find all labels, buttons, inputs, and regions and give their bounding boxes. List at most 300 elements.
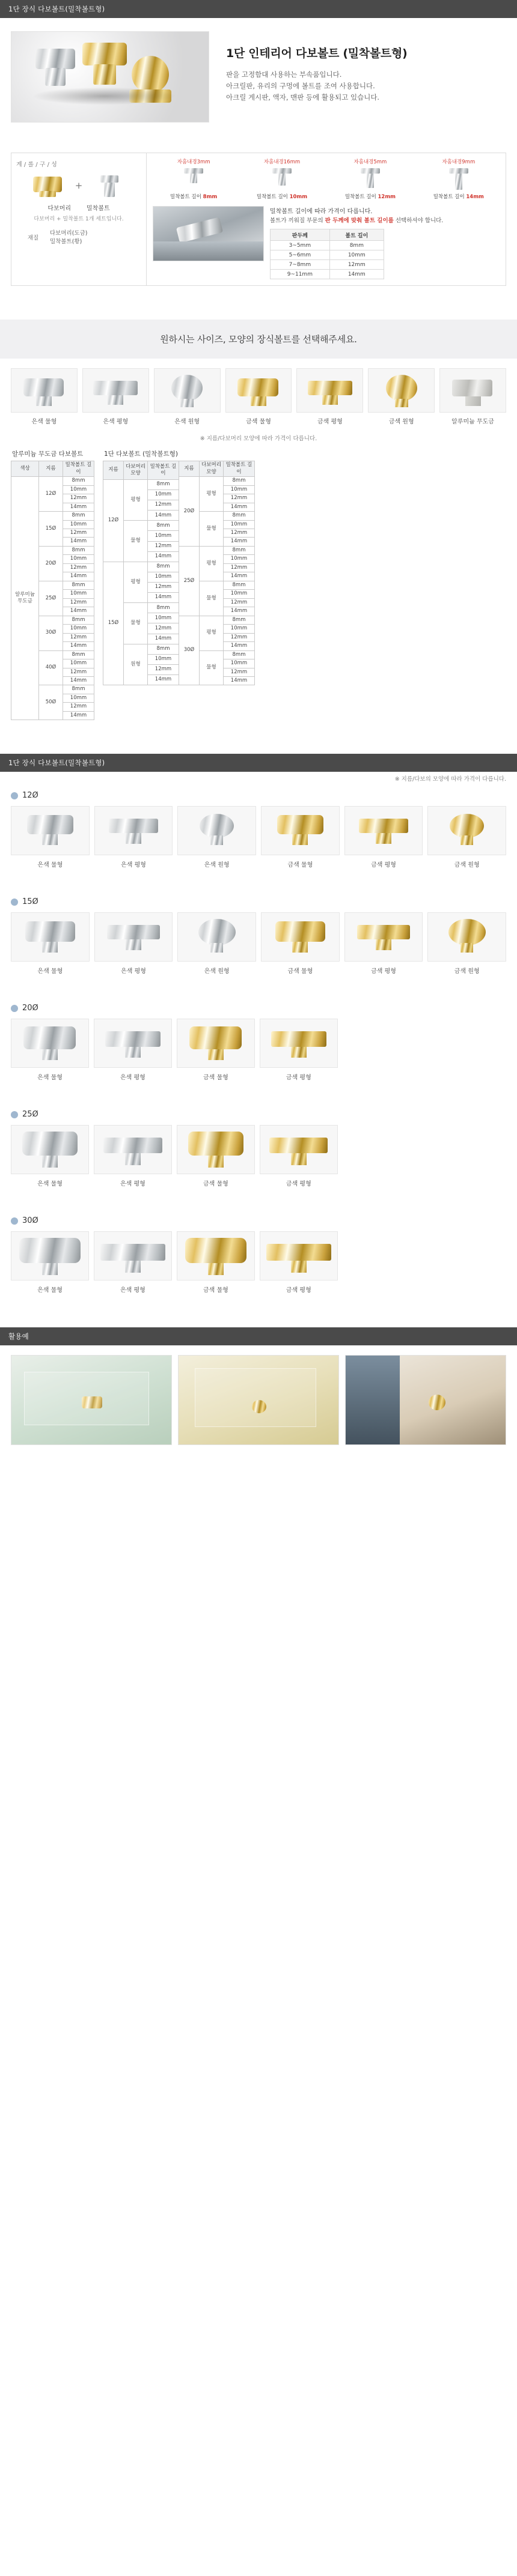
alu-len-cell: 12mm: [63, 598, 94, 607]
note-body-part1: 볼트가 끼워질 부문의: [270, 217, 325, 224]
alu-len-cell: 14mm: [63, 503, 94, 511]
bullet-icon: [11, 1005, 18, 1012]
table-row: [271, 270, 384, 279]
size-label: 30Ø: [22, 1216, 38, 1226]
alu-len-cell: 10mm: [63, 520, 94, 529]
size-note: ※ 지름/다보의 모양에 따라 가격이 다릅니다.: [394, 776, 506, 783]
product-label: 금색 평형: [371, 968, 396, 975]
product-image: [177, 912, 256, 962]
install-photo: [153, 206, 264, 261]
product-label: 은색 물형: [37, 862, 63, 869]
spec-screw-panel: [147, 153, 506, 285]
bullet-icon: [11, 1217, 18, 1225]
list-item[interactable]: [368, 368, 435, 425]
product-label: 금색 평형: [286, 1181, 311, 1188]
screw-length-text: [245, 193, 319, 200]
main-shape-cell: 물형: [124, 603, 148, 644]
product-image: [260, 1231, 338, 1280]
main-len-cell: 10mm: [148, 613, 179, 623]
product-label: 금색 물형: [203, 1287, 228, 1294]
list-item[interactable]: [11, 912, 90, 975]
main-table-wrap: [103, 447, 255, 685]
main-shape-cell: 평형: [124, 479, 148, 520]
main-len-cell: 14mm: [148, 551, 179, 562]
main-shape-cell: 원형: [124, 644, 148, 685]
list-item[interactable]: [177, 1019, 255, 1081]
product-label: 은색 원형: [174, 419, 200, 426]
table-row: [271, 250, 384, 260]
section-bar-mid: 1단 장식 다보볼트(밀착볼트형): [0, 754, 517, 772]
bullet-icon: [11, 899, 18, 906]
main2-th-1: 다보머리 모양: [200, 461, 224, 477]
alu-len-cell: 8mm: [63, 616, 94, 624]
alu-len-cell: 8mm: [63, 546, 94, 554]
product-label: 금색 물형: [287, 862, 313, 869]
list-item[interactable]: [11, 1019, 89, 1081]
main-len-cell: 14mm: [148, 675, 179, 685]
main-shape-cell: 평형: [200, 477, 224, 512]
spec-header-label: 계 / 롤 / 구 / 성: [16, 162, 57, 168]
product-label: 은색 물형: [37, 1181, 63, 1188]
alu-len-cell: 12mm: [63, 703, 94, 711]
list-item[interactable]: [154, 368, 221, 425]
product-image: [94, 912, 173, 962]
alu-color-label: 알루미늄 무도금: [15, 591, 35, 605]
bolt-length-cell: 8mm: [329, 241, 384, 250]
main-len-cell: 8mm: [148, 562, 179, 572]
part-set-note: 다보머리 + 밀착볼트 1개 세트입니다.: [34, 216, 124, 222]
section-bar-top: 1단 장식 다보볼트(밀착볼트형): [0, 0, 517, 18]
material-value-1: 다보머리(도금): [50, 230, 88, 237]
page-title: 1단 인테리어 다보볼트 (밀착볼트형): [226, 47, 408, 60]
main-len-cell: 14mm: [224, 538, 255, 546]
main-len-cell: 10mm: [224, 659, 255, 668]
product-label: 은색 평형: [120, 1287, 145, 1294]
product-image: [261, 806, 340, 855]
thickness-table: [270, 229, 384, 279]
main-len-cell: 8mm: [224, 650, 255, 659]
list-item[interactable]: [344, 912, 423, 975]
list-item[interactable]: [177, 806, 256, 868]
product-label: 은색 물형: [31, 419, 57, 426]
list-item[interactable]: [94, 1231, 172, 1294]
main-shape-cell: 평형: [124, 562, 148, 602]
main-len-cell: 8mm: [224, 512, 255, 520]
main-shape-cell: 물형: [200, 512, 224, 547]
product-label: 은색 원형: [204, 968, 230, 975]
alu-dia-cell: 12Ø: [39, 477, 63, 512]
screw-length-prefix: 밀착볼트 길이: [433, 194, 465, 200]
alu-len-cell: 8mm: [63, 685, 94, 694]
list-item[interactable]: [344, 806, 423, 868]
alu-len-cell: 8mm: [63, 581, 94, 589]
product-image: [11, 912, 90, 962]
install-note: [270, 206, 500, 279]
main-len-cell: 10mm: [224, 590, 255, 598]
alu-len-cell: 12mm: [63, 633, 94, 641]
table-row: [271, 260, 384, 270]
material-value-2: 밀착볼트(황): [50, 238, 82, 246]
main2-th-2: 밀착볼트 길이: [224, 461, 255, 477]
main-len-cell: 10mm: [148, 572, 179, 582]
main-len-cell: 8mm: [224, 616, 255, 624]
hero-line-3: 아크릴 게시판, 액자, 맨판 등에 활용되고 있습니다.: [226, 92, 380, 102]
main-shape-cell: 평형: [200, 616, 224, 650]
alu-len-cell: 10mm: [63, 555, 94, 563]
main-len-cell: 14mm: [224, 607, 255, 616]
alu-len-cell: 10mm: [63, 590, 94, 598]
alu-len-cell: 12mm: [63, 563, 94, 572]
main-len-cell: 12mm: [148, 583, 179, 593]
alu-dia-cell: 20Ø: [39, 546, 63, 581]
main-len-cell: 10mm: [148, 490, 179, 500]
product-label: 은색 물형: [37, 1287, 63, 1294]
alu-th-0: 색상: [11, 461, 39, 477]
main-len-cell: 12mm: [148, 623, 179, 634]
usage-photo-1: [11, 1355, 172, 1445]
main-th-1: 다보머리 모양: [124, 461, 148, 480]
main-len-cell: 12mm: [148, 541, 179, 551]
product-image: [177, 806, 256, 855]
screw-length-value: 12mm: [378, 194, 396, 200]
screw-length-prefix: 밀착볼트 길이: [256, 194, 288, 200]
thumbs-note: ※ 지름/다보머리 모양에 따라 가격이 다릅니다.: [200, 435, 317, 443]
alu-len-cell: 14mm: [63, 711, 94, 720]
main-len-cell: 10mm: [224, 625, 255, 633]
screw-item: [421, 158, 496, 200]
main-len-cell: 12mm: [224, 494, 255, 503]
alu-len-cell: 14mm: [63, 642, 94, 650]
product-label: 금색 물형: [246, 419, 271, 426]
alu-th-2: 밀착볼트 길이: [63, 461, 94, 477]
screw-length-value: 10mm: [289, 194, 308, 200]
bolt-length-cell: 12mm: [329, 260, 384, 270]
product-image: [439, 368, 506, 413]
list-item[interactable]: [11, 1231, 89, 1294]
product-label: 은색 평형: [121, 862, 146, 869]
screw-length-value: 14mm: [466, 194, 484, 200]
alu-table-wrap: [11, 447, 94, 720]
table-row: [179, 477, 255, 485]
product-image: [296, 368, 363, 413]
size-section-25: [0, 1102, 517, 1187]
alu-len-cell: 10mm: [63, 659, 94, 668]
alu-table-title: 알루미늄 무도금 다보볼트: [12, 450, 84, 458]
main-shape-cell: 물형: [200, 581, 224, 616]
thickness-cell: 3~5mm: [271, 241, 330, 250]
thickness-cell: 5~6mm: [271, 250, 330, 260]
main-shape-cell: 물형: [200, 650, 224, 685]
main-len-cell: 12mm: [224, 598, 255, 607]
bolt-length-cell: 14mm: [329, 270, 384, 279]
main-len-cell: 8mm: [148, 644, 179, 654]
list-item[interactable]: [260, 1019, 338, 1081]
product-image: [11, 1125, 89, 1174]
product-label: 금색 원형: [454, 968, 480, 975]
alu-len-cell: 12mm: [63, 529, 94, 538]
list-item[interactable]: [261, 912, 340, 975]
screw-image: [245, 167, 319, 191]
screw-caption: 자홈내경9mm: [442, 159, 476, 165]
list-item[interactable]: [427, 912, 506, 975]
alu-th-1: 지름: [39, 461, 63, 477]
main-shape-cell: 평형: [200, 546, 224, 581]
screw-length-text: [421, 193, 496, 200]
main-len-cell: 10mm: [148, 654, 179, 664]
product-label: 은색 평형: [121, 968, 146, 975]
main-len-cell: 14mm: [224, 572, 255, 581]
table-row: [103, 479, 179, 489]
table-row: [179, 616, 255, 624]
main-dia-cell: 25Ø: [179, 546, 200, 616]
list-item[interactable]: [11, 368, 78, 425]
hero-line-2: 아크릴판, 유리의 구멍에 볼트를 조여 사용합니다.: [226, 81, 375, 90]
product-image: [11, 368, 78, 413]
screw-length-text: [333, 193, 408, 200]
main-len-cell: 14mm: [224, 676, 255, 685]
main-len-cell: 8mm: [148, 479, 179, 489]
main-len-cell: 10mm: [224, 485, 255, 494]
list-item[interactable]: [261, 806, 340, 868]
product-image: [94, 806, 173, 855]
product-label: 은색 평형: [120, 1074, 145, 1082]
product-label: 금색 평형: [317, 419, 343, 426]
usage-photo-3: [345, 1355, 506, 1445]
size-section-15: [0, 889, 517, 975]
hero-section: [0, 18, 517, 129]
product-image: [261, 912, 340, 962]
product-image: [11, 1231, 89, 1280]
product-label: 금색 물형: [287, 968, 313, 975]
product-image: [177, 1019, 255, 1068]
list-item[interactable]: [94, 912, 173, 975]
product-label: 은색 평형: [103, 419, 129, 426]
product-image: [94, 1019, 172, 1068]
screw-length-prefix: 밀착볼트 길이: [344, 194, 376, 200]
bullet-icon: [11, 792, 18, 799]
finish-thumb-row: [0, 359, 517, 428]
product-label: 은색 물형: [37, 968, 63, 975]
thickness-header-0: 판두께: [271, 229, 330, 241]
note-body: [270, 217, 500, 225]
main-len-cell: 12mm: [224, 633, 255, 641]
table-row: [179, 546, 255, 554]
bolt-length-cell: 10mm: [329, 250, 384, 260]
size-section-12: [0, 783, 517, 868]
thickness-cell: 9~11mm: [271, 270, 330, 279]
main-dia-cell: 20Ø: [179, 477, 200, 547]
main-dia-cell: 30Ø: [179, 616, 200, 685]
alu-dia-cell: 15Ø: [39, 512, 63, 547]
list-item[interactable]: [11, 1125, 89, 1187]
product-image: [11, 806, 90, 855]
screw-image: [156, 167, 231, 191]
alu-dia-cell: 50Ø: [39, 685, 63, 720]
list-item[interactable]: [94, 1019, 172, 1081]
main-shape-cell: 물형: [124, 521, 148, 562]
screw-image: [421, 167, 496, 191]
alu-len-cell: 8mm: [63, 477, 94, 485]
main-len-cell: 8mm: [224, 581, 255, 589]
size-label: 15Ø: [22, 897, 38, 907]
list-item[interactable]: [225, 368, 292, 425]
size-section-20: [0, 995, 517, 1081]
usage-photo-2: [178, 1355, 339, 1445]
main-len-cell: 10mm: [224, 520, 255, 529]
screw-caption: 자홈내경5mm: [353, 159, 387, 165]
size-label: 20Ø: [22, 1004, 38, 1013]
hero-product-photo: [11, 31, 209, 123]
screw-item: [245, 158, 319, 200]
product-image: [427, 912, 506, 962]
screw-length-text: [156, 193, 231, 200]
alu-len-cell: 14mm: [63, 676, 94, 685]
main-len-cell: 14mm: [148, 634, 179, 644]
product-label: 은색 원형: [204, 862, 230, 869]
main-len-cell: 12mm: [148, 664, 179, 674]
part-bolt-image: [92, 172, 128, 199]
product-label: 금색 평형: [371, 862, 396, 869]
size-label: 12Ø: [22, 791, 38, 801]
main-len-cell: 8mm: [148, 521, 179, 531]
table-row: [11, 477, 94, 485]
product-label: 금색 물형: [203, 1181, 228, 1188]
spec-tables-section: [0, 444, 517, 720]
product-image: [82, 368, 149, 413]
alu-len-cell: 14mm: [63, 607, 94, 616]
screw-caption: 자홈내경3mm: [177, 159, 210, 165]
main-len-cell: 14mm: [224, 642, 255, 650]
list-item[interactable]: [11, 806, 90, 868]
table-row: [271, 241, 384, 250]
main-len-cell: 12mm: [224, 563, 255, 572]
list-item[interactable]: [82, 368, 149, 425]
product-image: [154, 368, 221, 413]
main-len-cell: 8mm: [224, 477, 255, 485]
section-bar-usage: 활용예: [0, 1327, 517, 1345]
hero-line-1: 판을 고정함대 사용하는 부속품입니다.: [226, 70, 342, 79]
thickness-cell: 7~8mm: [271, 260, 330, 270]
list-item[interactable]: [427, 806, 506, 868]
list-item[interactable]: [177, 1231, 255, 1294]
alu-dia-cell: 40Ø: [39, 650, 63, 685]
product-image: [11, 1019, 89, 1068]
screw-length-value: 8mm: [203, 194, 218, 200]
main-th-2: 밀착볼트 길이: [148, 461, 179, 480]
product-label: 금색 평형: [286, 1287, 311, 1294]
product-label: 알루미늄 무도금: [451, 419, 494, 426]
part-head-image: [29, 172, 66, 199]
product-image: [427, 806, 506, 855]
usage-photos: [0, 1345, 517, 1463]
product-label: 금색 원형: [454, 862, 480, 869]
alu-dia-cell: 25Ø: [39, 581, 63, 616]
bullet-icon: [11, 1111, 18, 1118]
selection-banner: 원하시는 사이즈, 모양의 장식볼트를 선택해주세요.: [0, 320, 517, 359]
list-item[interactable]: [177, 912, 256, 975]
alu-len-cell: 12mm: [63, 494, 94, 503]
product-image: [368, 368, 435, 413]
main-len-cell: 8mm: [148, 603, 179, 613]
list-item[interactable]: [94, 806, 173, 868]
alu-len-cell: 10mm: [63, 694, 94, 702]
product-image: [260, 1125, 338, 1174]
screw-caption: 자홈내경16mm: [263, 159, 301, 165]
main-table-title: 1단 다보볼트 (밀착볼트형): [104, 450, 178, 458]
main-len-cell: 12mm: [224, 668, 255, 676]
product-image: [94, 1231, 172, 1280]
alu-len-cell: 8mm: [63, 512, 94, 520]
main-len-cell: 14mm: [148, 593, 179, 603]
alu-len-cell: 10mm: [63, 485, 94, 494]
thickness-header-1: 볼트 길이: [329, 229, 384, 241]
main-table-col2: [179, 461, 255, 685]
main-table-col1: [103, 461, 179, 685]
alu-color-cell: [11, 477, 39, 720]
main-len-cell: 10mm: [224, 555, 255, 563]
alu-len-cell: 10mm: [63, 625, 94, 633]
product-label: 은색 물형: [37, 1074, 63, 1082]
part-head-label: 다보머리: [47, 205, 71, 212]
list-item[interactable]: [177, 1125, 255, 1187]
main-len-cell: 10mm: [148, 531, 179, 541]
screw-item: [333, 158, 408, 200]
product-label: 금색 원형: [388, 419, 414, 426]
product-image: [177, 1231, 255, 1280]
alu-dia-cell: 30Ø: [39, 616, 63, 650]
list-item[interactable]: [439, 368, 506, 425]
screw-item: [156, 158, 231, 200]
alu-len-cell: 8mm: [63, 650, 94, 659]
list-item[interactable]: [296, 368, 363, 425]
product-label: 금색 물형: [203, 1074, 228, 1082]
main-len-cell: 12mm: [148, 500, 179, 511]
size-section-30: [0, 1208, 517, 1294]
note-title: 밀착볼트 길이에 따라 가격이 다릅니다.: [270, 208, 373, 215]
main-len-cell: 14mm: [148, 511, 179, 521]
material-label: 재질: [27, 235, 39, 241]
plus-symbol: +: [75, 180, 83, 191]
product-image: [177, 1125, 255, 1174]
list-item[interactable]: [94, 1125, 172, 1187]
product-image: [260, 1019, 338, 1068]
main-dia-cell: 15Ø: [103, 562, 124, 685]
screw-length-prefix: 밀착볼트 길이: [170, 194, 201, 200]
hero-text-block: [209, 31, 407, 103]
main-len-cell: 14mm: [224, 503, 255, 511]
size-label: 25Ø: [22, 1110, 38, 1120]
main-th-0: 지름: [103, 461, 124, 480]
main2-th-0: 지름: [179, 461, 200, 477]
product-image: [344, 912, 423, 962]
product-image: [344, 806, 423, 855]
spec-parts-panel: [11, 153, 147, 285]
note-body-part2: 선택하셔야 합니다.: [393, 217, 444, 224]
product-image: [225, 368, 292, 413]
product-label: 은색 평형: [120, 1181, 145, 1188]
list-item[interactable]: [260, 1125, 338, 1187]
alu-len-cell: 14mm: [63, 572, 94, 581]
list-item[interactable]: [260, 1231, 338, 1294]
product-image: [94, 1125, 172, 1174]
screw-image: [333, 167, 408, 191]
main-len-cell: 12mm: [224, 529, 255, 538]
table-row: [103, 562, 179, 572]
alu-table: [11, 461, 94, 720]
product-label: 금색 평형: [286, 1074, 311, 1082]
part-bolt-label: 밀착볼트: [87, 205, 110, 212]
alu-len-cell: 12mm: [63, 668, 94, 676]
